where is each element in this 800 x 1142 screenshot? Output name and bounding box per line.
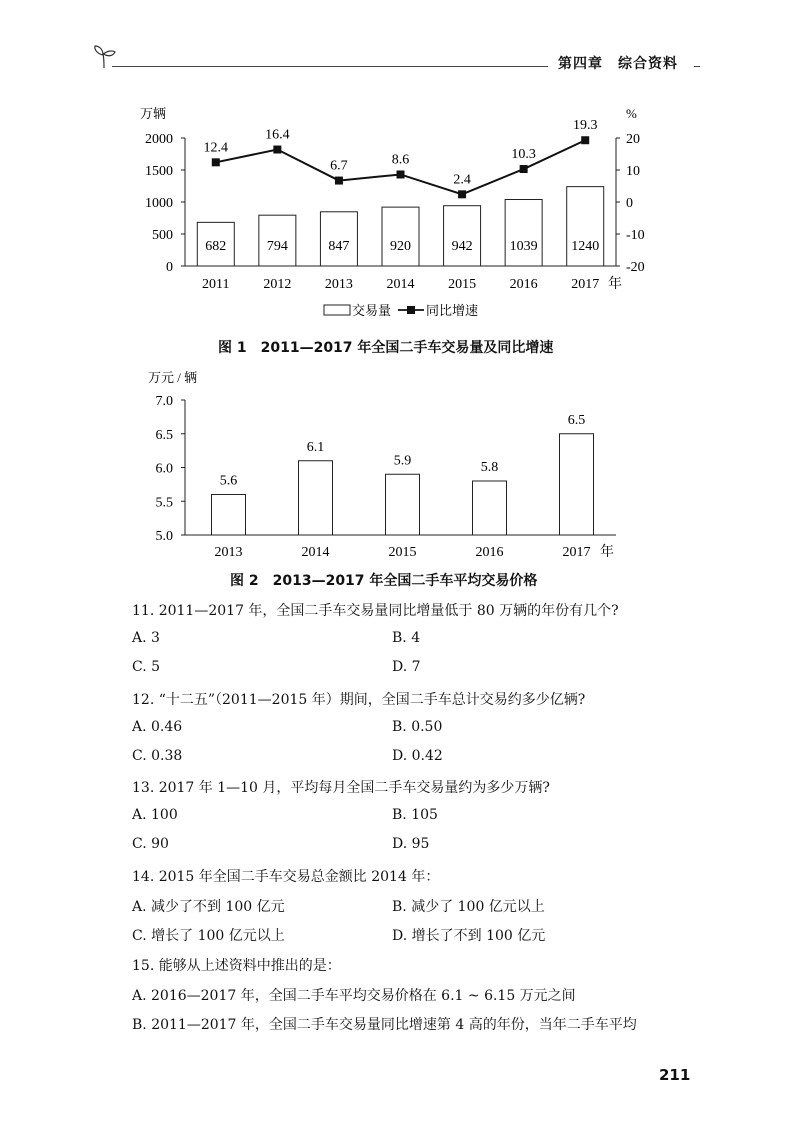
q11-option-c[interactable]: C. 5 xyxy=(132,659,161,675)
chart-1-caption: 图 1 2011—2017 年全国二手车交易量及同比增速 xyxy=(218,340,554,356)
price-bar-label: 5.8 xyxy=(480,460,499,475)
x-tick-label: 2012 xyxy=(263,277,292,292)
volume-bar-label: 682 xyxy=(205,239,227,254)
y-tick-label: 5.5 xyxy=(155,495,173,511)
price-bar-label: 6.1 xyxy=(306,439,325,455)
q13-option-a[interactable]: A. 100 xyxy=(132,807,178,823)
y-left-unit: 万辆 xyxy=(140,106,167,121)
y-right-tick-label: -20 xyxy=(626,260,645,275)
y-right-tick-label: 10 xyxy=(626,164,640,179)
q11-option-a[interactable]: A. 3 xyxy=(132,630,160,646)
growth-point-label: 16.4 xyxy=(265,127,290,143)
x-tick-label: 2013 xyxy=(324,277,353,292)
x-unit-2: 年 xyxy=(600,545,614,560)
y-tick-label: 7.0 xyxy=(155,394,173,409)
q14-option-a[interactable]: A. 减少了不到 100 亿元 xyxy=(132,899,285,915)
legend-label-volume: 交易量 xyxy=(352,303,392,318)
price-bar xyxy=(560,434,594,535)
q12-option-a[interactable]: A. 0.46 xyxy=(132,719,183,735)
x-tick-label: 2016 xyxy=(509,277,538,292)
volume-bar-label: 794 xyxy=(266,239,288,254)
q13-option-c[interactable]: C. 90 xyxy=(132,836,169,852)
page-number: 211 xyxy=(659,1066,691,1084)
growth-point-label: 10.3 xyxy=(511,147,536,163)
volume-bar-label: 1240 xyxy=(571,239,600,254)
chapter-title: 第四章 综合资料 xyxy=(558,56,678,72)
price-bar xyxy=(212,495,246,536)
growth-point-label: 12.4 xyxy=(203,140,229,156)
volume-bar-label: 920 xyxy=(390,239,411,254)
x-tick-label: 2014 xyxy=(301,545,330,560)
chart-2-avg-price xyxy=(0,0,800,570)
price-bar-label: 5.9 xyxy=(393,453,412,469)
x-tick-label: 2013 xyxy=(214,545,243,560)
chart-2-caption: 图 2 2013—2017 年全国二手车平均交易价格 xyxy=(230,573,538,589)
x-tick-label: 2017 xyxy=(571,277,600,292)
price-bar-label: 5.6 xyxy=(219,473,238,489)
y-left-tick-label: 1500 xyxy=(145,164,173,179)
y-tick-label: 5.0 xyxy=(155,529,173,544)
q11-option-d[interactable]: D. 7 xyxy=(392,659,421,675)
x-tick-label: 2016 xyxy=(475,545,504,560)
y-unit: 万元 / 辆 xyxy=(148,370,198,385)
y-tick-label: 6.5 xyxy=(155,427,173,443)
volume-bar-label: 942 xyxy=(451,239,473,254)
question-13-stem: 13. 2017 年 1—10 月，平均每月全国二手车交易量约为多少万辆? xyxy=(132,780,550,796)
y-left-tick-label: 1000 xyxy=(145,196,173,211)
q14-option-b[interactable]: B. 减少了 100 亿元以上 xyxy=(392,899,545,915)
question-12-stem: 12. “十二五”（2011—2015 年）期间，全国二手车总计交易约多少亿辆? xyxy=(132,692,586,708)
volume-bar-label: 847 xyxy=(328,239,350,254)
x-tick-label: 2011 xyxy=(202,277,230,292)
question-11-stem: 11. 2011—2017 年，全国二手车交易量同比增量低于 80 万辆的年份有几个? xyxy=(132,603,619,619)
x-tick-label: 2015 xyxy=(448,277,477,292)
q14-option-d[interactable]: D. 增长了不到 100 亿元 xyxy=(392,928,546,944)
y-right-unit: % xyxy=(626,106,637,121)
growth-point-label: 8.6 xyxy=(391,152,410,168)
q15-option-b[interactable]: B. 2011—2017 年，全国二手车交易量同比增速第 4 高的年份，当年二手车平均 xyxy=(132,1017,637,1033)
legend-label-growth: 同比增速 xyxy=(426,303,479,318)
q12-option-d[interactable]: D. 0.42 xyxy=(392,748,443,764)
price-bar xyxy=(386,474,420,535)
price-bar xyxy=(473,481,507,535)
question-15-stem: 15. 能够从上述资料中推出的是： xyxy=(132,958,341,974)
y-left-tick-label: 2000 xyxy=(145,132,173,147)
x-unit: 年 xyxy=(608,277,622,292)
growth-point-label: 2.4 xyxy=(453,172,471,188)
growth-point-label: 19.3 xyxy=(572,118,598,134)
q15-option-a[interactable]: A. 2016—2017 年，全国二手车平均交易价格在 6.1 ~ 6.15 万元之间 xyxy=(132,988,576,1004)
x-tick-label: 2014 xyxy=(386,277,415,292)
x-tick-label: 2015 xyxy=(388,545,417,560)
q12-option-c[interactable]: C. 0.38 xyxy=(132,748,183,764)
q13-option-d[interactable]: D. 95 xyxy=(392,836,430,852)
question-14-stem: 14. 2015 年全国二手车交易总金额比 2014 年： xyxy=(132,869,440,885)
y-left-tick-label: 0 xyxy=(166,260,173,275)
q12-option-b[interactable]: B. 0.50 xyxy=(392,719,443,735)
price-bar xyxy=(299,461,333,535)
y-tick-label: 6.0 xyxy=(155,461,173,477)
price-bar-label: 6.5 xyxy=(567,412,586,428)
q13-option-b[interactable]: B. 105 xyxy=(392,807,438,823)
y-right-tick-label: 20 xyxy=(626,132,640,147)
volume-bar-label: 1039 xyxy=(509,239,538,254)
q11-option-b[interactable]: B. 4 xyxy=(392,630,421,646)
y-right-tick-label: 0 xyxy=(626,196,633,211)
y-left-tick-label: 500 xyxy=(152,228,173,243)
y-right-tick-label: -10 xyxy=(626,228,645,243)
growth-point-label: 6.7 xyxy=(330,158,348,174)
x-tick-label: 2017 xyxy=(562,545,591,560)
q14-option-c[interactable]: C. 增长了 100 亿元以上 xyxy=(132,928,285,944)
